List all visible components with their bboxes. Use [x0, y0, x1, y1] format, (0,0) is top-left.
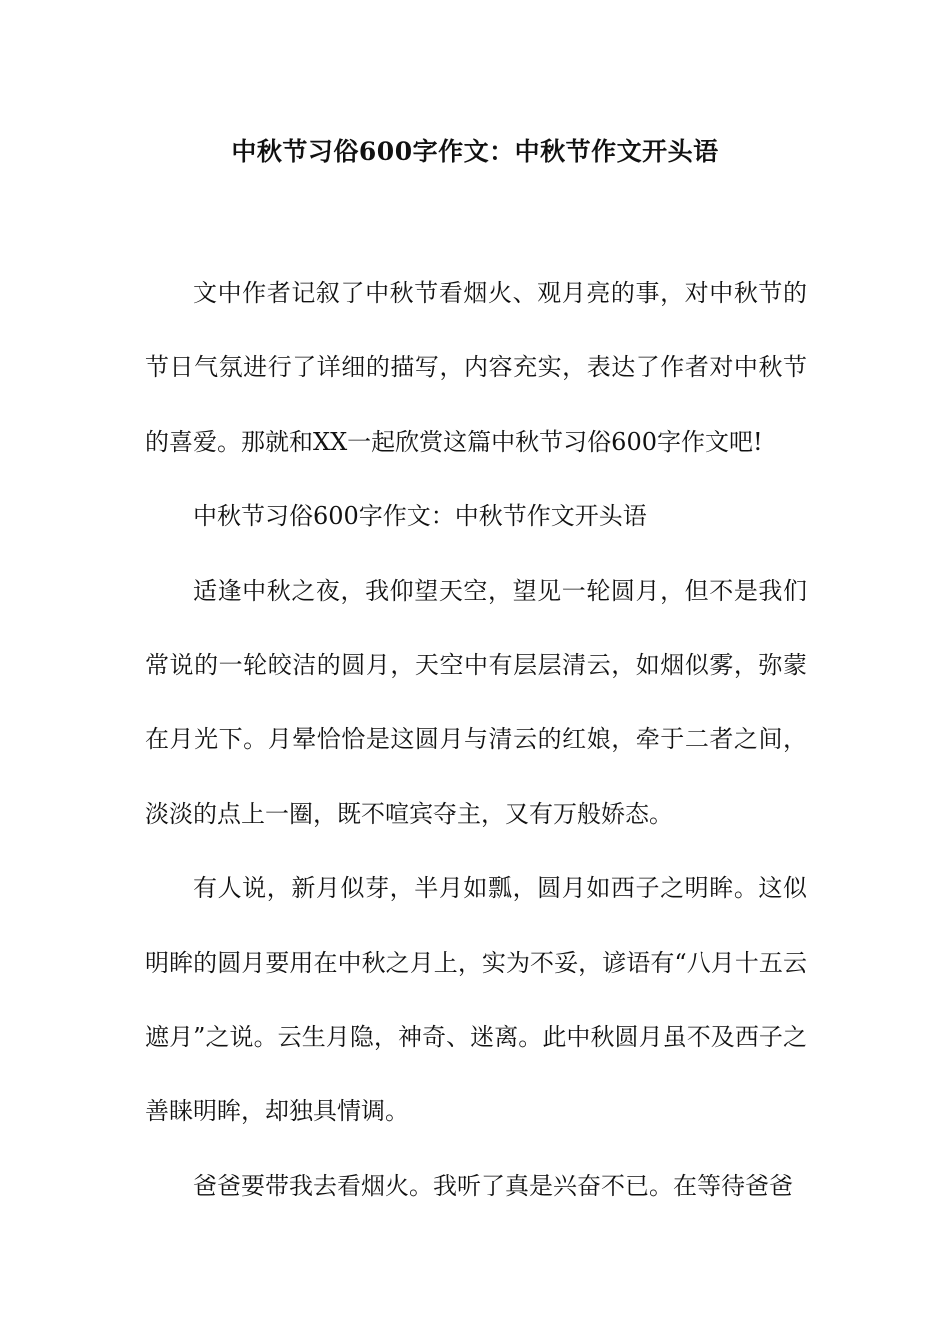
paragraph-fireworks: 爸爸要带我去看烟火。我听了真是兴奋不已。在等待爸爸 [193, 1171, 793, 1200]
paragraph-intro: 文中作者记叙了中秋节看烟火、观月亮的事，对中秋节的节日气氛进行了详细的描写，内容充实，表达了作者对中秋节的喜爱。那就和XX一起欣赏这篇中秋节习俗600字作文吧! [145, 279, 807, 456]
document-title: 中秋节习俗600字作文：中秋节作文开头语 [231, 137, 719, 166]
paragraph-moon-night: 适逢中秋之夜，我仰望天空，望见一轮圆月，但不是我们常说的一轮皎洁的圆月，天空中有层层清云，如烟似雾，弥蒙在月光下。月晕恰恰是这圆月与清云的红娘，牵于二者之间，淡淡的点上一圈，既不喧宾夺主，又有万般娇态。 [145, 576, 807, 828]
document-body [145, 256, 807, 1223]
paragraph-moon-description: 有人说，新月似芽，半月如瓢，圆月如西子之明眸。这似明眸的圆月要用在中秋之月上，实为不妥，谚语有“八月十五云遮月”之说。云生月隐，神奇、迷离。此中秋圆月虽不及西子之善睐明眸，却独具情调。 [145, 874, 807, 1126]
paragraph-subtitle: 中秋节习俗600字作文：中秋节作文开头语 [193, 502, 647, 531]
